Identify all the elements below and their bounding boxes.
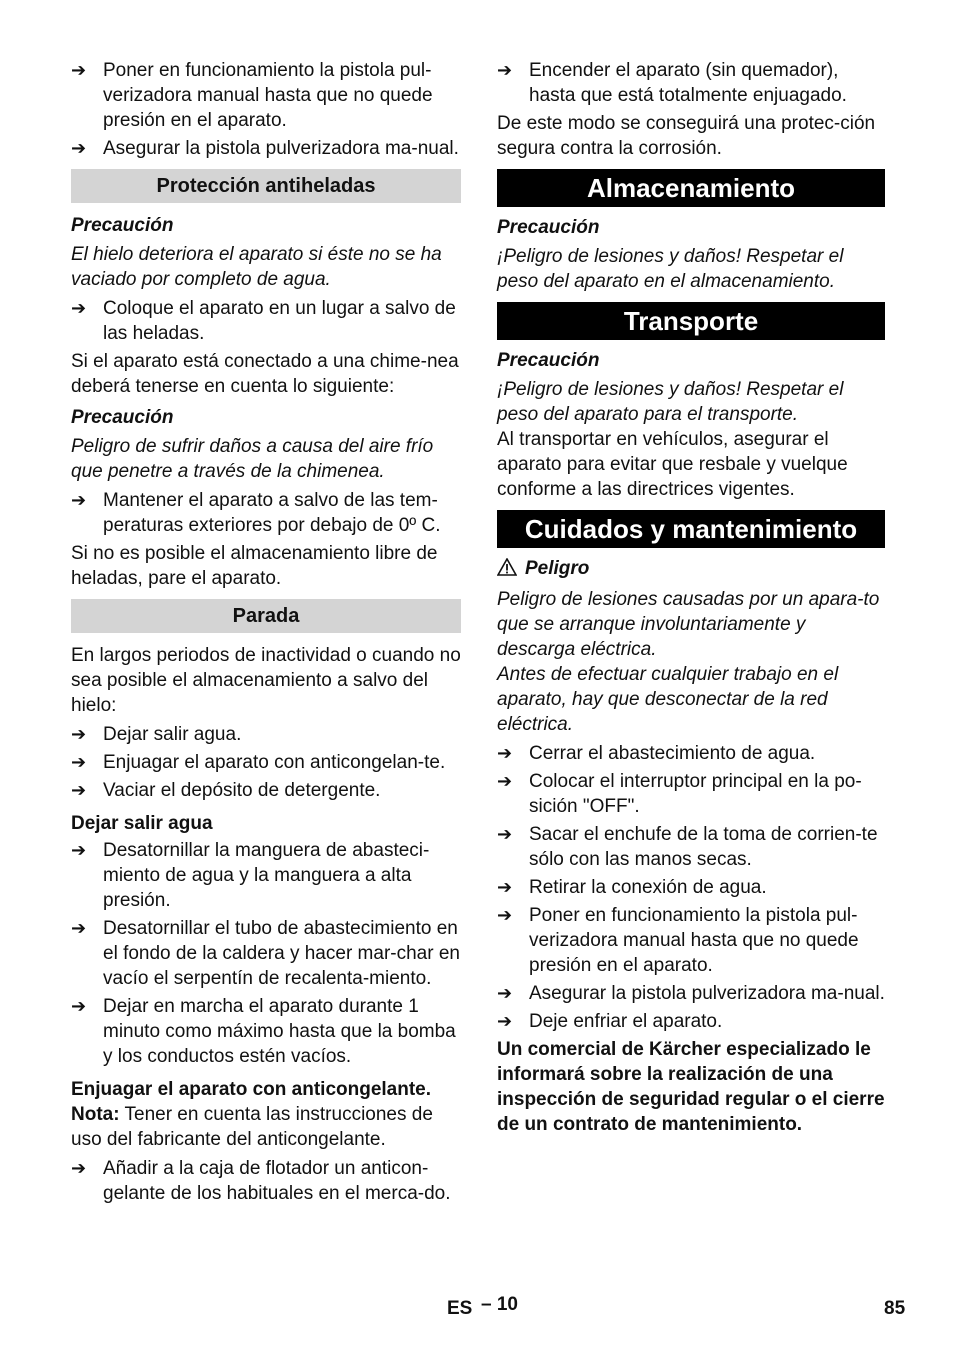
caution-label: Precaución xyxy=(71,407,174,428)
paragraph: En largos periodos de inactividad o cuando no sea posible el almacenamiento a salvo del hielo: xyxy=(71,645,461,716)
service-note: Un comercial de Kärcher especializado le informará sobre la realización de una inspección de seguridad regular o el cierre de un contrato de mantenimiento. xyxy=(497,1039,885,1135)
section-heading-parada: Parada xyxy=(71,599,461,633)
note xyxy=(71,1102,461,1152)
arrow-right-icon: ➔ xyxy=(497,743,513,763)
arrow-right-icon: ➔ xyxy=(71,996,87,1016)
subheading-enjuagar: Enjuagar el aparato con anticongelante. xyxy=(71,1079,432,1100)
list-item: ➔ Vaciar el depósito de detergente. xyxy=(71,780,381,801)
arrow-right-icon: ➔ xyxy=(71,918,87,938)
paragraph: Al transportar en vehículos, asegurar el aparato para evitar que resbale y vuelque conforme a las directrices vigentes. xyxy=(497,429,848,500)
list-item: ➔ Deje enfriar el aparato. xyxy=(497,1011,723,1032)
footer-section-page: – 10 xyxy=(481,1294,518,1315)
list-item: ➔ Añadir a la caja de flotador un anticon-gelante de los habituales en el merca-do. xyxy=(71,1158,451,1204)
note-text: Tener en cuenta las instrucciones de uso del fabricante del anticongelante. xyxy=(71,1104,433,1150)
right-column xyxy=(497,58,885,1141)
section-heading-cuidados: Cuidados y mantenimiento xyxy=(497,510,885,548)
subheading-dejar-salir-agua: Dejar salir agua xyxy=(71,813,213,834)
arrow-right-icon: ➔ xyxy=(71,724,87,744)
list-item: ➔ Asegurar la pistola pulverizadora ma-nual. xyxy=(71,138,459,159)
danger-text: Peligro de lesiones causadas por un apara-to que se arranque involuntariamente y descarga eléctrica. xyxy=(497,589,880,660)
arrow-right-icon: ➔ xyxy=(71,298,87,318)
list-item: ➔ Desatornillar el tubo de abastecimiento en el fondo de la caldera y hacer mar-char en vacío el serpentín de recalenta-miento. xyxy=(71,918,460,989)
list-item: ➔ Asegurar la pistola pulverizadora ma-nual. xyxy=(497,983,885,1004)
arrow-right-icon: ➔ xyxy=(497,60,513,80)
list-item: ➔ Sacar el enchufe de la toma de corrien-te sólo con las manos secas. xyxy=(497,824,878,870)
warning-triangle-icon xyxy=(497,558,517,583)
list-item: ➔ Mantener el aparato a salvo de las tem-peraturas exteriores por debajo de 0º C. xyxy=(71,490,441,536)
list-item: ➔ Dejar salir agua. xyxy=(71,724,242,745)
danger-text: Antes de efectuar cualquier trabajo en el aparato, hay que desconectar de la red eléctrica. xyxy=(497,664,839,735)
paragraph: De este modo se conseguirá una protec-ción segura contra la corrosión. xyxy=(497,113,876,159)
arrow-right-icon: ➔ xyxy=(71,490,87,510)
arrow-right-icon: ➔ xyxy=(71,780,87,800)
page-number: 85 xyxy=(884,1298,906,1319)
list-item: ➔ Cerrar el abastecimiento de agua. xyxy=(497,743,816,764)
footer-lang: ES xyxy=(447,1298,473,1319)
list-item: ➔ Desatornillar la manguera de abasteci-miento de agua y la manguera a alta presión. xyxy=(71,840,430,911)
caution-label: Precaución xyxy=(71,215,174,236)
caution-text: ¡Peligro de lesiones y daños! Respetar el peso del aparato en el almacenamiento. xyxy=(497,246,844,292)
list-item: ➔ Retirar la conexión de agua. xyxy=(497,877,767,898)
arrow-right-icon: ➔ xyxy=(71,840,87,860)
list-item: ➔ Enjuagar el aparato con anticongelan-te. xyxy=(71,752,446,773)
list-item: ➔ Coloque el aparato en un lugar a salvo de las heladas. xyxy=(71,298,456,344)
arrow-right-icon: ➔ xyxy=(497,824,513,844)
danger-label: Peligro xyxy=(497,556,885,583)
arrow-right-icon: ➔ xyxy=(71,138,87,158)
arrow-right-icon: ➔ xyxy=(497,771,513,791)
section-heading-transporte: Transporte xyxy=(497,302,885,340)
arrow-right-icon: ➔ xyxy=(497,1011,513,1031)
list-item: ➔ Encender el aparato (sin quemador), hasta que está totalmente enjuagado. xyxy=(497,60,847,106)
list-item: ➔ Poner en funcionamiento la pistola pul-verizadora manual hasta que no quede presión en el aparato. xyxy=(497,905,859,976)
left-column xyxy=(71,58,461,1209)
arrow-right-icon: ➔ xyxy=(71,60,87,80)
paragraph: Si no es posible el almacenamiento libre de heladas, pare el aparato. xyxy=(71,543,438,589)
list-item: ➔ Dejar en marcha el aparato durante 1 minuto como máximo hasta que la bomba y los conductos estén vacíos. xyxy=(71,996,456,1067)
note-label: Nota: xyxy=(71,1104,120,1125)
section-heading-almacenamiento: Almacenamiento xyxy=(497,169,885,207)
list-item: ➔ Colocar el interruptor principal en la po-sición "OFF". xyxy=(497,771,862,817)
caution-label: Precaución xyxy=(497,217,600,238)
arrow-right-icon: ➔ xyxy=(497,983,513,1003)
caution-text: Peligro de sufrir daños a causa del aire frío que penetre a través de la chimenea. xyxy=(71,436,434,482)
caution-text: El hielo deteriora el aparato si éste no se ha vaciado por completo de agua. xyxy=(71,244,442,290)
arrow-right-icon: ➔ xyxy=(497,877,513,897)
section-heading-proteccion: Protección antiheladas xyxy=(71,169,461,203)
caution-label: Precaución xyxy=(497,350,600,371)
arrow-right-icon: ➔ xyxy=(71,1158,87,1178)
arrow-right-icon: ➔ xyxy=(71,752,87,772)
arrow-right-icon: ➔ xyxy=(497,905,513,925)
caution-text: ¡Peligro de lesiones y daños! Respetar el peso del aparato para el transporte. xyxy=(497,379,844,425)
list-item: ➔ Poner en funcionamiento la pistola pul-verizadora manual hasta que no quede presión en el aparato. xyxy=(71,60,433,131)
paragraph: Si el aparato está conectado a una chime-nea deberá tenerse en cuenta lo siguiente: xyxy=(71,351,459,397)
